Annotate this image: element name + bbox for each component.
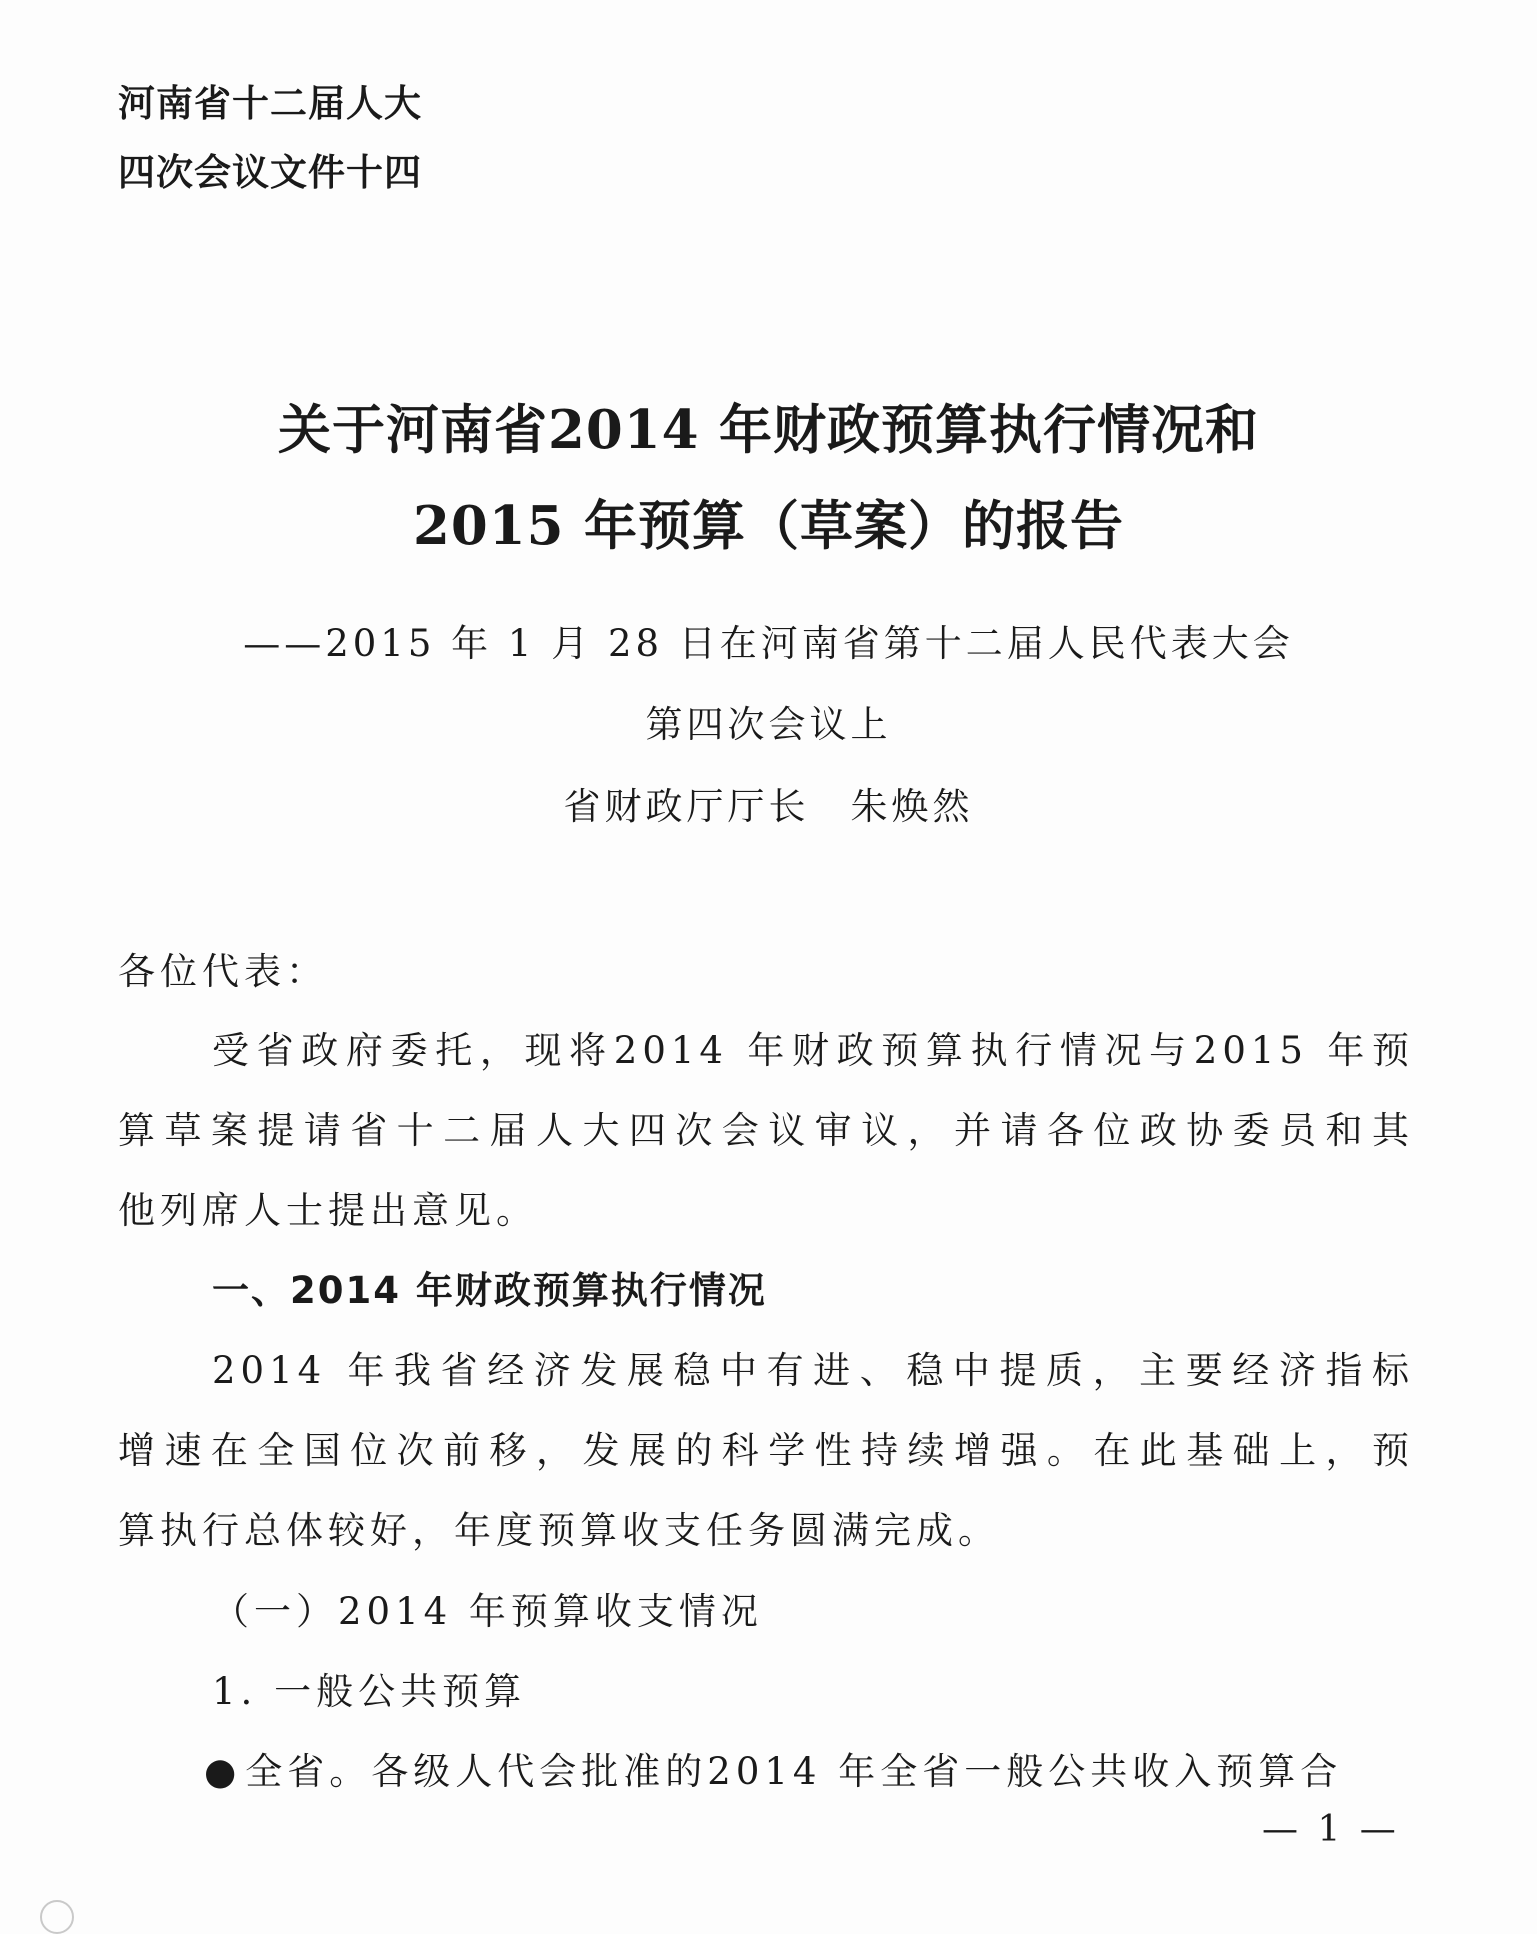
paragraph-2-line-2: 增速在全国位次前移，发展的科学性持续增强。在此基础上，预 bbox=[118, 1429, 1414, 1472]
report-title-line-1: 关于河南省2014 年财政预算执行情况和 bbox=[278, 399, 1259, 461]
report-session: 第四次会议上 bbox=[645, 703, 892, 746]
salutation: 各位代表： bbox=[118, 950, 328, 993]
paragraph-2-line-1: 2014 年我省经济发展稳中有进、稳中提质，主要经济指标 bbox=[212, 1349, 1414, 1392]
report-title-line-2: 2015 年预算（草案）的报告 bbox=[413, 495, 1124, 557]
paragraph-1-line-2: 算草案提请省十二届人大四次会议审议，并请各位政协委员和其 bbox=[118, 1109, 1414, 1152]
report-author: 省财政厅厅长 朱焕然 bbox=[563, 785, 974, 828]
bullet-icon: ● bbox=[204, 1750, 242, 1793]
document-issuer: 河南省十二届人大 bbox=[118, 82, 422, 125]
page-number: — 1 — bbox=[1262, 1809, 1400, 1850]
report-occasion: ——2015 年 1 月 28 日在河南省第十二届人民代表大会 bbox=[243, 622, 1294, 665]
paragraph-1-line-3: 他列席人士提出意见。 bbox=[118, 1189, 538, 1232]
scan-edge-mark bbox=[40, 1900, 74, 1934]
subsection-heading-2: 1. 一般公共预算 bbox=[212, 1670, 527, 1713]
paragraph-1-line-1: 受省政府委托，现将2014 年财政预算执行情况与2015 年预 bbox=[212, 1029, 1414, 1072]
paragraph-3-text: 全省。各级人代会批准的2014 年全省一般公共收入预算合 bbox=[245, 1750, 1343, 1793]
subsection-heading-1: （一）2014 年预算收支情况 bbox=[212, 1590, 763, 1633]
section-heading-1: 一、2014 年财政预算执行情况 bbox=[212, 1269, 767, 1312]
paragraph-3-line-1 bbox=[204, 1750, 1414, 1793]
document-number: 四次会议文件十四 bbox=[118, 151, 422, 194]
paragraph-2-line-3: 算执行总体较好，年度预算收支任务圆满完成。 bbox=[118, 1509, 1000, 1552]
